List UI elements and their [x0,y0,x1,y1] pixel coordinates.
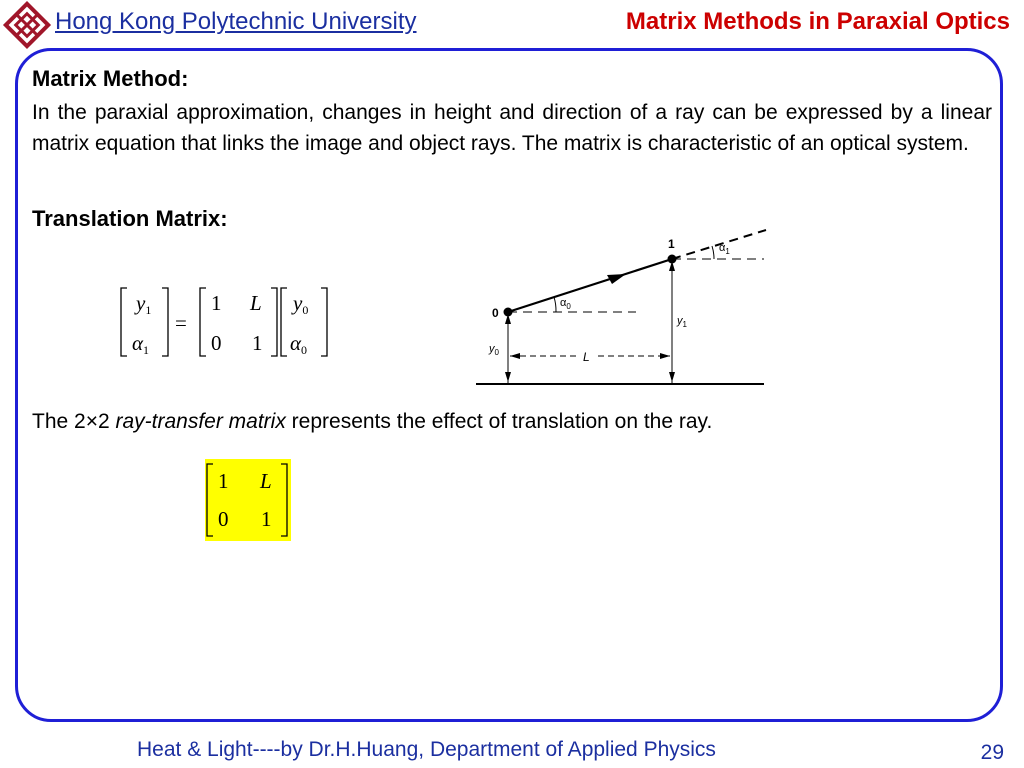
lhs-alpha1: α1 [132,331,150,357]
footer-credit: Heat & Light----by Dr.H.Huang, Department of Applied Physics [137,738,716,761]
slide-title: Matrix Methods in Paraxial Optics [625,8,1010,35]
matrix-method-heading: Matrix Method: [32,66,189,91]
university-link[interactable]: Hong Kong Polytechnic University [55,8,417,35]
matrix-cell: 1 [261,507,272,531]
translation-matrix-heading: Translation Matrix: [32,206,228,231]
matrix-cell: 1 [252,331,263,355]
highlighted-matrix-box [205,459,291,541]
equals-sign: = [175,311,187,335]
university-logo-icon [2,0,52,50]
matrix-cell: 1 [218,469,229,493]
label-y0: $y_0$ [489,343,499,357]
ray-translation-diagram [476,228,768,393]
rhs-alpha0: α0 [290,331,308,357]
translation-matrix-equation [118,282,338,362]
caption-suffix: represents the effect of translation on the ray. [285,410,713,433]
label-L: L [583,350,590,364]
label-y1: $y_1$ [677,315,687,329]
lhs-y1: y1 [136,291,152,317]
ray-transfer-caption [32,410,712,434]
label-point-1: 1 [668,237,675,251]
matrix-cell: 0 [218,507,229,531]
page-number: 29 [980,741,1004,764]
point-0 [504,308,513,317]
matrix-cell: L [250,291,262,315]
label-alpha0: $\alpha_0$ [560,297,571,311]
caption-prefix: The 2×2 [32,410,116,433]
highlighted-matrix [205,459,291,541]
rhs-y0: y0 [293,291,309,317]
ray-line [508,259,672,312]
matrix-cell: L [260,469,272,493]
matrix-cell: 1 [211,291,222,315]
label-alpha1: $\alpha_1$ [719,242,730,256]
label-point-0: 0 [492,306,499,320]
matrix-method-paragraph: In the paraxial approximation, changes in height and direction of a ray can be expressed by a linear matrix equation that links the image and object rays. The matrix is characteristic of an optical system. [32,101,992,155]
ray-arrowhead [607,274,626,284]
caption-italic: ray-transfer matrix [115,410,286,433]
matrix-cell: 0 [211,331,222,355]
point-1 [668,255,677,264]
